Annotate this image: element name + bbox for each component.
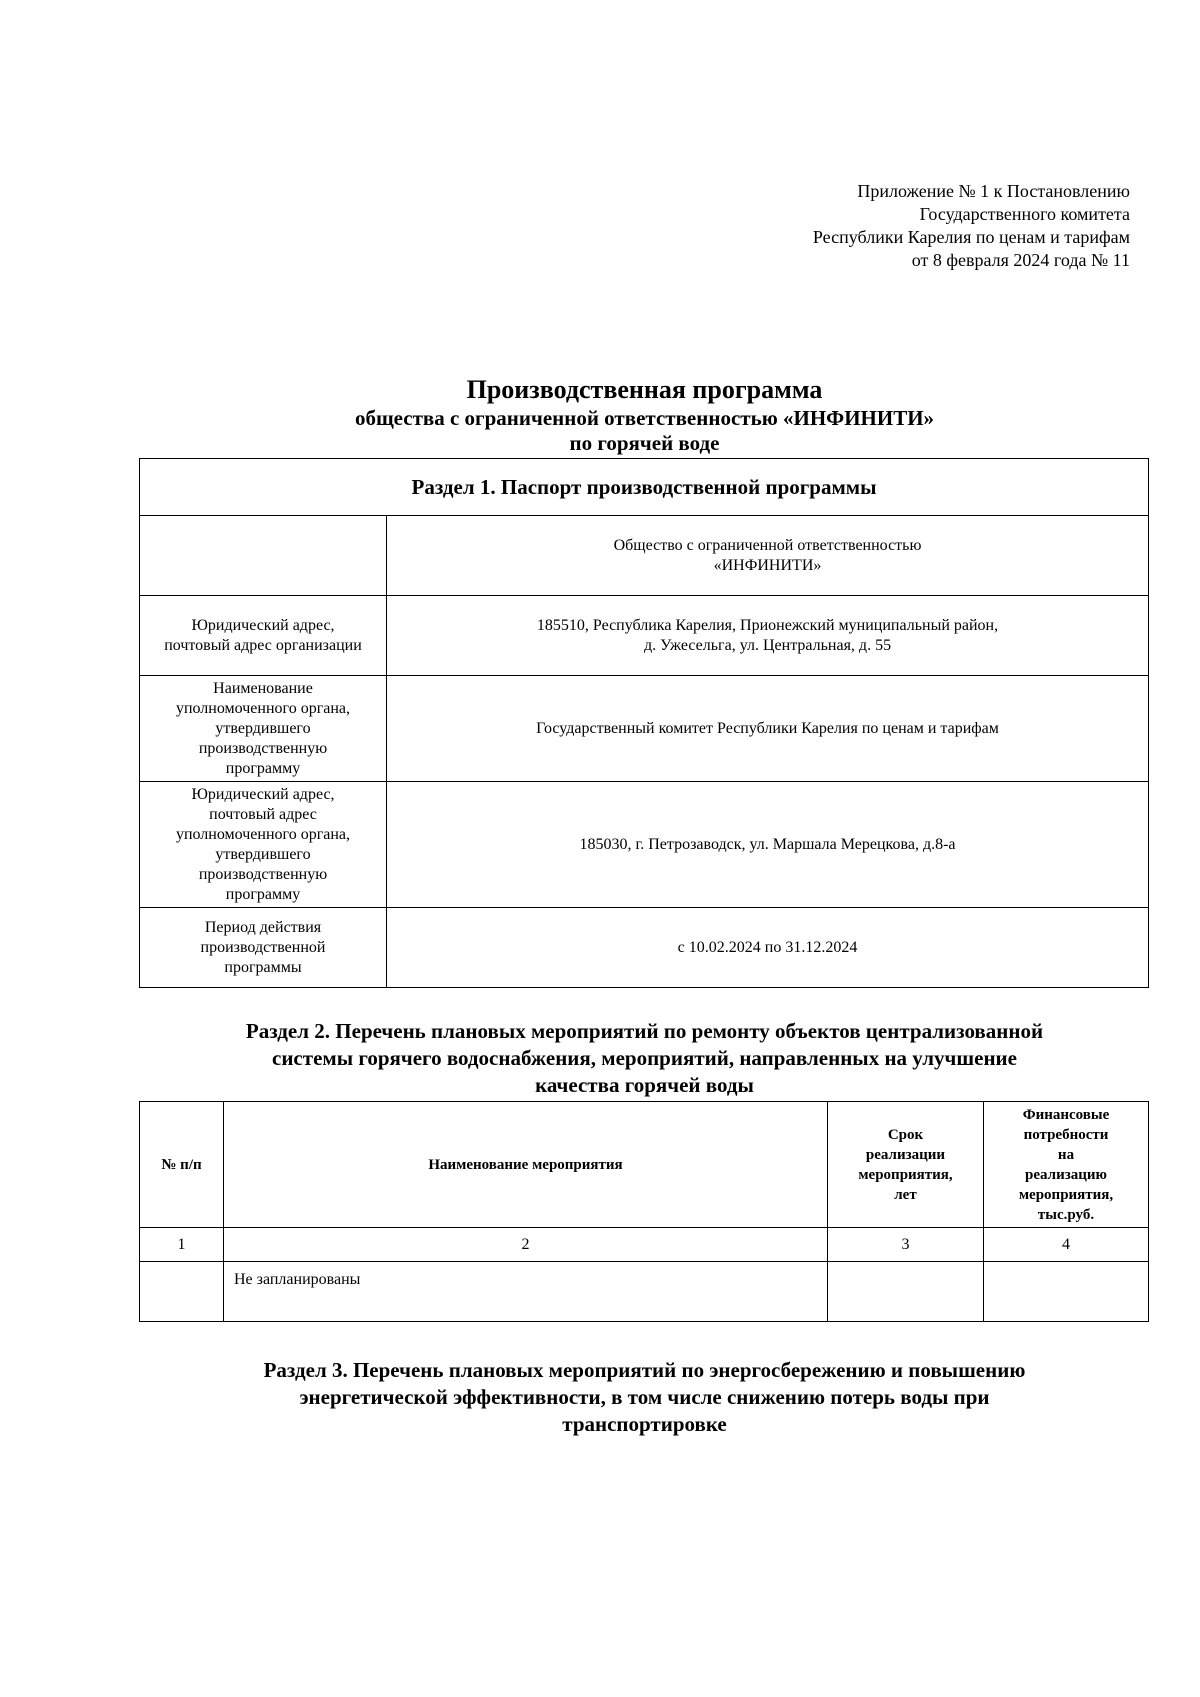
label-line: уполномоченного органа, (175, 699, 351, 717)
row-label (140, 782, 387, 908)
column-number: 3 (828, 1228, 984, 1262)
row-value (387, 596, 1149, 676)
label-line: программы (224, 958, 302, 976)
section2-title (128, 1018, 1161, 1099)
row-label (140, 908, 387, 988)
header-line: лет (894, 1186, 917, 1203)
column-number-row (140, 1228, 1149, 1262)
passport-table (139, 458, 1149, 988)
section3-title (128, 1357, 1161, 1438)
table-row (140, 1262, 1149, 1322)
table-row (140, 676, 1149, 782)
cell-name: Не запланированы (224, 1262, 828, 1322)
table-header-row (140, 1102, 1149, 1228)
label-line: производственную (198, 865, 328, 883)
header-line: на (1057, 1146, 1075, 1163)
table-row (140, 908, 1149, 988)
title-organization: общества с ограниченной ответственностью «ИНФИНИТИ» (354, 406, 935, 430)
row-label (140, 596, 387, 676)
row-label (140, 516, 387, 596)
value-line: «ИНФИНИТИ» (713, 556, 822, 574)
header-line: реализацию (1025, 1166, 1107, 1183)
label-line: Юридический адрес, (191, 616, 335, 634)
label-line: утвердившего (215, 719, 311, 737)
label-line: производственную (198, 739, 328, 757)
header-name: Наименование мероприятия (224, 1102, 828, 1228)
label-line: Наименование (213, 679, 313, 697)
header-num: № п/п (140, 1102, 224, 1228)
cell-term (828, 1262, 984, 1322)
header-finance (984, 1102, 1149, 1228)
header-line: потребности (1023, 1126, 1109, 1143)
title-line: энергетической эффективности, в том числе снижению потерь воды при (299, 1385, 990, 1409)
label-line: программу (225, 885, 301, 903)
table-row (140, 596, 1149, 676)
title-line: системы горячего водоснабжения, мероприятий, направленных на улучшение (272, 1046, 1017, 1070)
column-number: 2 (224, 1228, 828, 1262)
cell-num (140, 1262, 224, 1322)
appendix-line: от 8 февраля 2024 года № 11 (911, 250, 1130, 270)
title-subject: по горячей воде (569, 431, 720, 455)
title-line: Раздел 3. Перечень плановых мероприятий по энергосбережению и повышению (263, 1358, 1026, 1382)
header-line: мероприятия, (858, 1166, 953, 1183)
title-line: Раздел 2. Перечень плановых мероприятий по ремонту объектов централизованной (245, 1019, 1044, 1043)
value-line: Общество с ограниченной ответственностью (613, 536, 922, 554)
section1-heading: Раздел 1. Паспорт производственной программы (140, 459, 1149, 516)
header-line: тыс.руб. (1037, 1206, 1095, 1223)
label-line: производственной (200, 938, 326, 956)
header-line: Срок (887, 1126, 924, 1143)
value-line: д. Ужесельга, ул. Центральная, д. 55 (643, 636, 892, 654)
appendix-line: Приложение № 1 к Постановлению (857, 181, 1130, 201)
table-row (140, 516, 1149, 596)
document-title (128, 374, 1161, 456)
label-line: Период действия (204, 918, 322, 936)
header-term (828, 1102, 984, 1228)
label-line: почтовый адрес организации (164, 636, 362, 654)
appendix-line: Республики Карелия по ценам и тарифам (812, 227, 1130, 247)
table-row (140, 782, 1149, 908)
label-line: Юридический адрес, (191, 785, 335, 803)
value-line: 185510, Республика Карелия, Прионежский муниципальный район, (536, 616, 999, 634)
label-line: утвердившего (215, 845, 311, 863)
header-line: Финансовые (1022, 1106, 1110, 1123)
row-value: Государственный комитет Республики Карелия по ценам и тарифам (387, 676, 1149, 782)
row-value: 185030, г. Петрозаводск, ул. Маршала Мерецкова, д.8-а (387, 782, 1149, 908)
title-line: транспортировке (562, 1412, 727, 1436)
activities-table (139, 1101, 1149, 1322)
appendix-reference (610, 180, 1130, 272)
row-value: с 10.02.2024 по 31.12.2024 (387, 908, 1149, 988)
row-label (140, 676, 387, 782)
title-line: качества горячей воды (535, 1073, 754, 1097)
column-number: 1 (140, 1228, 224, 1262)
appendix-line: Государственного комитета (919, 204, 1130, 224)
header-line: мероприятия, (1018, 1186, 1114, 1203)
label-line: уполномоченного органа, (175, 825, 351, 843)
title-main: Производственная программа (466, 375, 823, 404)
row-value (387, 516, 1149, 596)
label-line: программу (225, 759, 301, 777)
column-number: 4 (984, 1228, 1149, 1262)
header-line: реализации (865, 1146, 946, 1163)
cell-finance (984, 1262, 1149, 1322)
label-line: почтовый адрес (209, 805, 317, 823)
